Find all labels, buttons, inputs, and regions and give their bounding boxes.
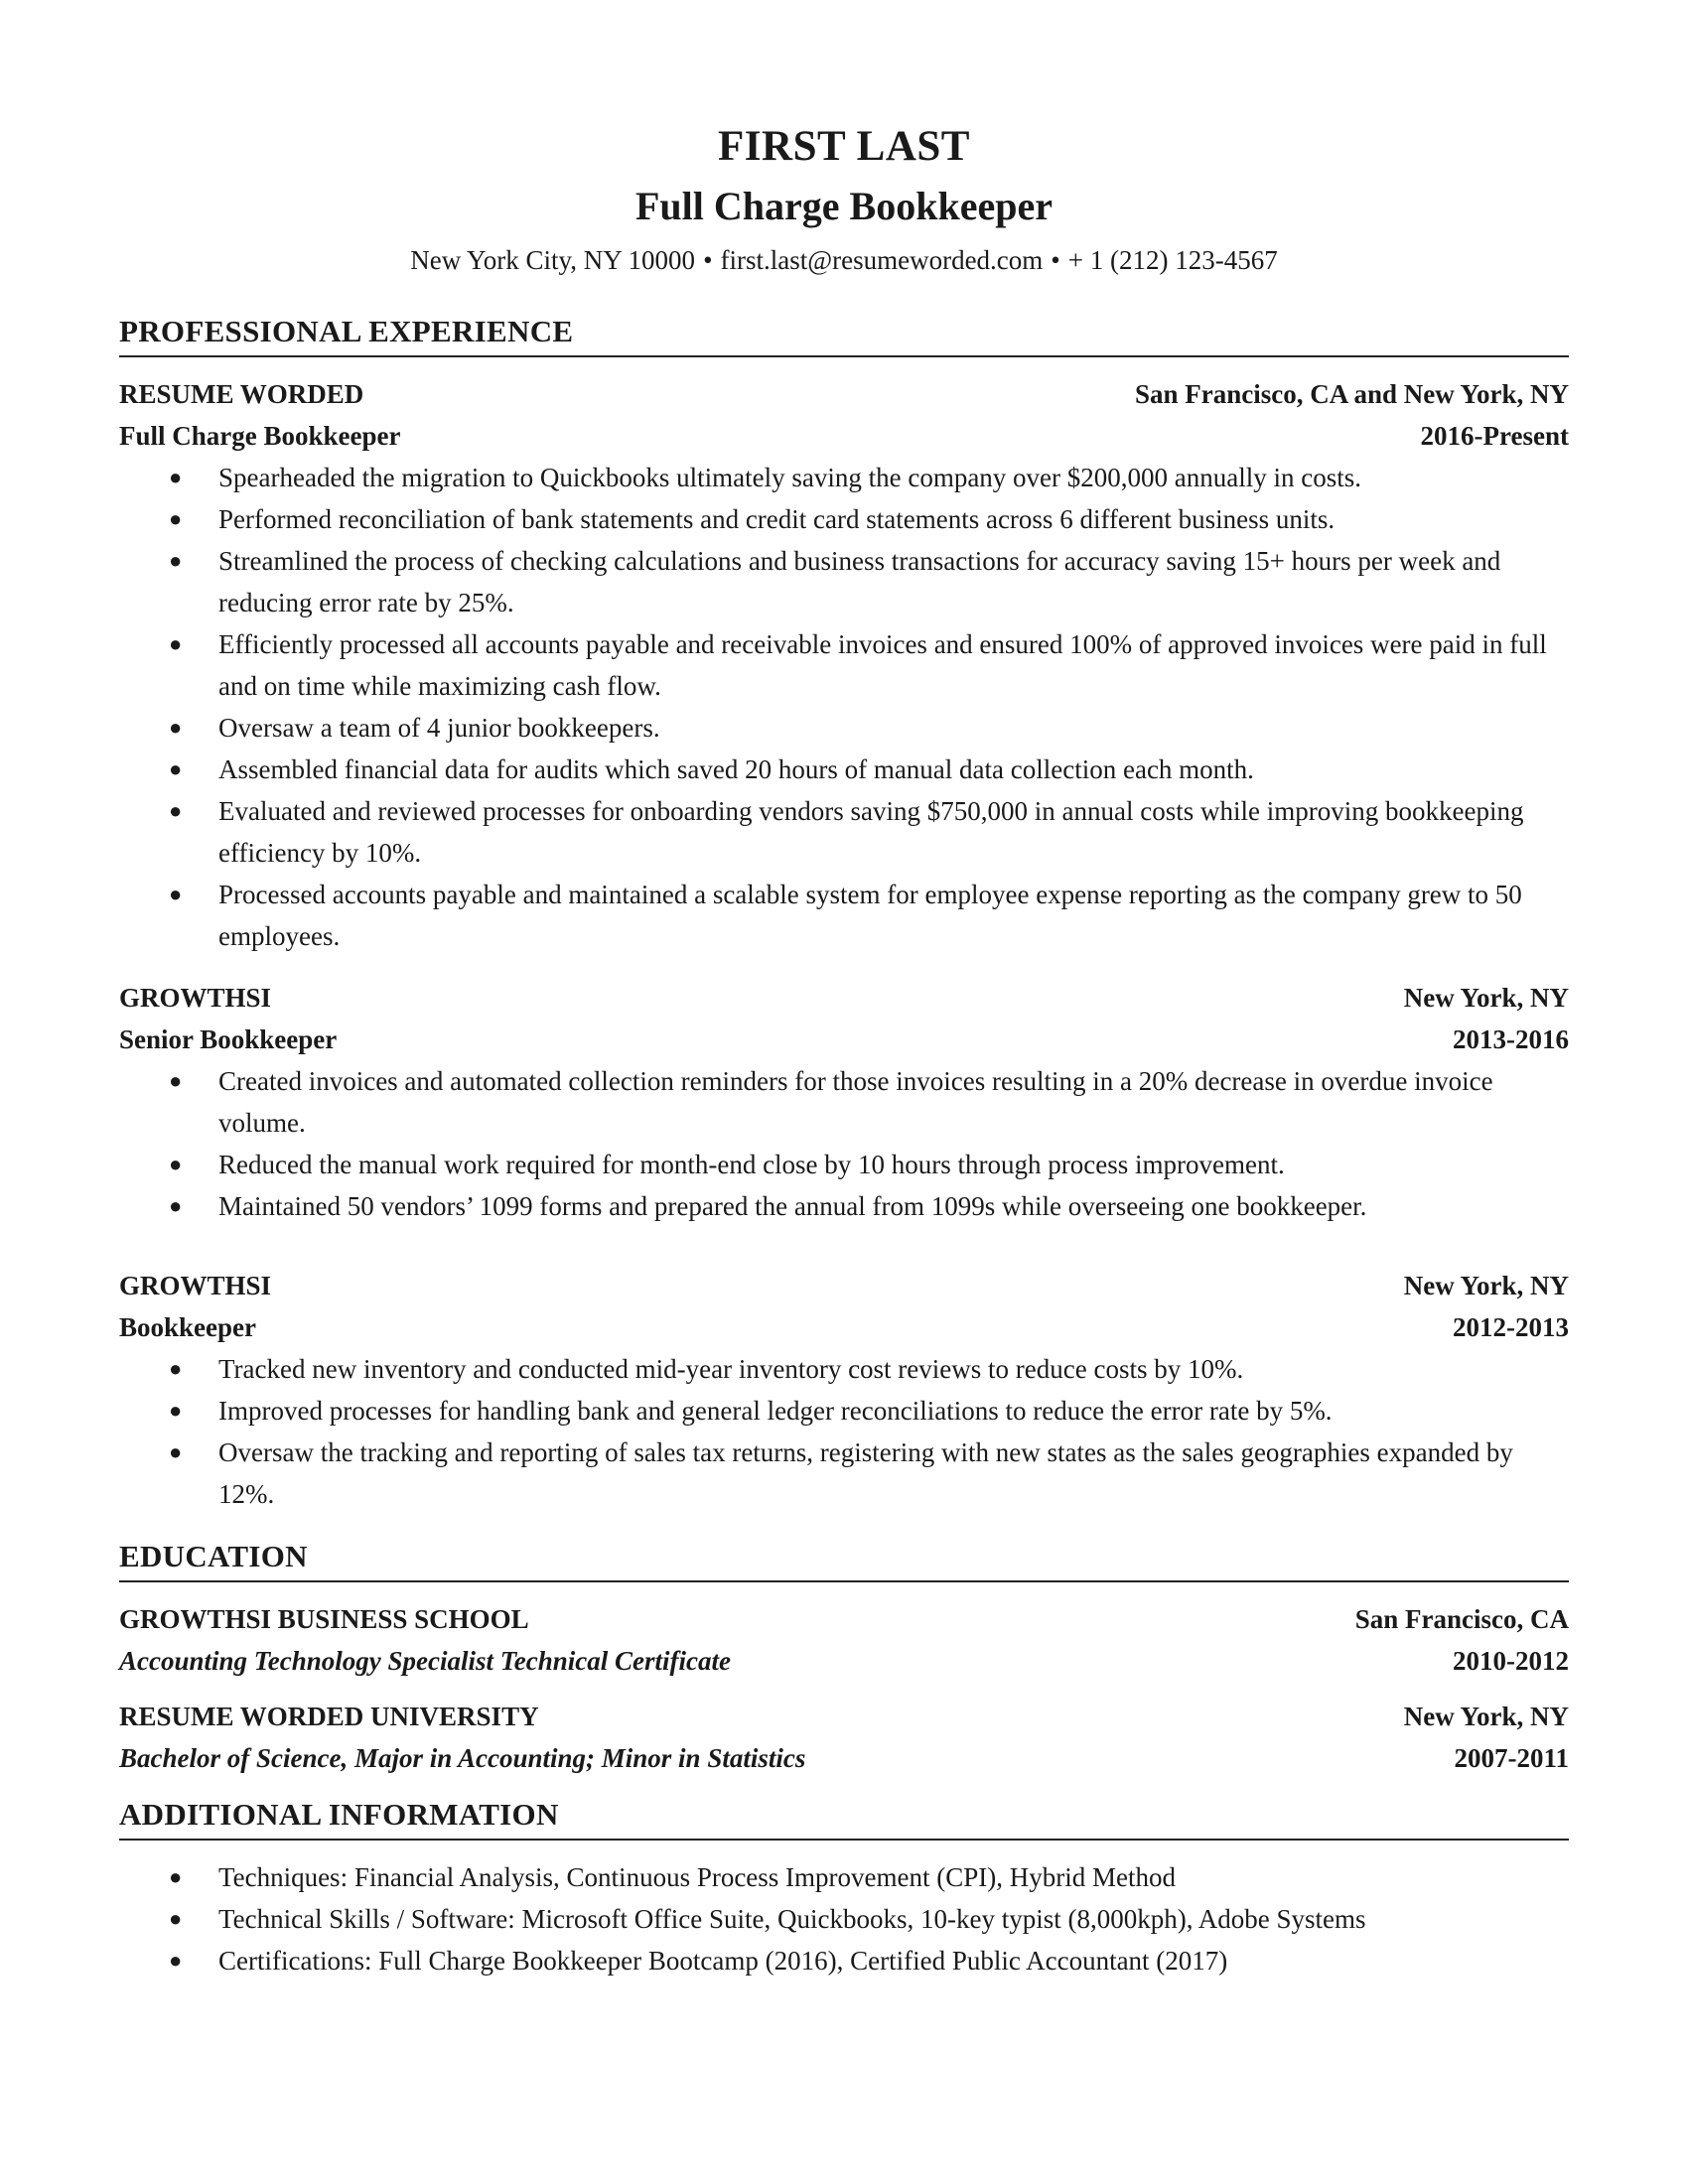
job-entry (119, 1265, 1569, 1515)
bullet-item (119, 1144, 1569, 1185)
bullet-dot-icon: ● (169, 1152, 183, 1176)
bullet-item (119, 1432, 1569, 1515)
bullet-item (119, 874, 1569, 957)
bullet-item (119, 1940, 1569, 1981)
bullet-item (119, 498, 1569, 540)
bullet-dot-icon: ● (169, 1948, 183, 1973)
degree-name: Bachelor of Science, Major in Accounting; Minor in Statistics (119, 1743, 806, 1773)
job-role: Senior Bookkeeper (119, 1024, 338, 1054)
job-location: New York, NY (1403, 1271, 1569, 1300)
bullet-dot-icon: ● (169, 715, 183, 740)
experience-list (119, 373, 1569, 1515)
bullet-item (119, 1060, 1569, 1144)
education-entry (119, 1696, 1569, 1779)
school-name: RESUME WORDED UNIVERSITY (119, 1702, 539, 1731)
education-section (119, 1535, 1569, 1779)
additional-bullet-list (119, 1856, 1569, 1981)
job-entry (119, 373, 1569, 957)
bullet-dot-icon: ● (169, 548, 183, 573)
job-dates: 2013-2016 (1453, 1024, 1569, 1054)
bullet-item (119, 623, 1569, 707)
bullet-dot-icon: ● (169, 1906, 183, 1931)
bullet-text: Techniques: Financial Analysis, Continuous Process Improvement (CPI), Hybrid Method (218, 1862, 1176, 1892)
contact-line (119, 240, 1569, 280)
education-list (119, 1598, 1569, 1779)
bullet-text: Streamlined the process of checking calculations and business transactions for accuracy saving 15+ hours per week and reducing error rate by 25%. (218, 546, 1501, 617)
bullet-text: Reduced the manual work required for month-end close by 10 hours through process improvement. (218, 1150, 1285, 1179)
bullet-item (119, 707, 1569, 749)
bullet-dot-icon: ● (169, 1068, 183, 1093)
bullet-item (119, 457, 1569, 498)
job-company-row (119, 1265, 1569, 1306)
bullet-text: Spearheaded the migration to Quickbooks ultimately saving the company over $200,000 annually in costs. (218, 463, 1362, 492)
bullet-dot-icon: ● (169, 1193, 183, 1218)
bullet-dot-icon: ● (169, 1398, 183, 1423)
candidate-name: FIRST LAST (718, 123, 970, 170)
education-heading: EDUCATION (119, 1535, 1569, 1582)
job-role: Bookkeeper (119, 1312, 256, 1342)
contact-separator: • (1051, 245, 1060, 275)
school-location: New York, NY (1403, 1702, 1569, 1731)
bullet-dot-icon: ● (169, 465, 183, 489)
contact-separator: • (703, 245, 713, 275)
bullet-item (119, 1185, 1569, 1227)
degree-name: Accounting Technology Specialist Technical Certificate (119, 1646, 731, 1676)
degree-row (119, 1640, 1569, 1682)
additional-section (119, 1793, 1569, 1981)
bullet-dot-icon: ● (169, 756, 183, 781)
job-location: New York, NY (1403, 983, 1569, 1013)
job-company-row (119, 373, 1569, 415)
bullet-dot-icon: ● (169, 882, 183, 906)
bullet-item (119, 1390, 1569, 1432)
bullet-text: Performed reconciliation of bank statements and credit card statements across 6 different business units. (218, 504, 1336, 534)
bullet-item (119, 540, 1569, 623)
job-bullet-list (119, 457, 1569, 957)
bullet-dot-icon: ● (169, 1864, 183, 1889)
resume-header (119, 117, 1569, 280)
contact-email[interactable]: first.last@resumeworded.com (720, 245, 1044, 275)
bullet-dot-icon: ● (169, 1439, 183, 1464)
bullet-text: Maintained 50 vendors’ 1099 forms and prepared the annual from 1099s while overseeing one bookkeeper. (218, 1191, 1367, 1221)
degree-dates: 2010-2012 (1453, 1646, 1569, 1676)
experience-heading: PROFESSIONAL EXPERIENCE (119, 310, 1569, 357)
job-location: San Francisco, CA and New York, NY (1134, 379, 1569, 409)
additional-heading: ADDITIONAL INFORMATION (119, 1793, 1569, 1841)
degree-row (119, 1737, 1569, 1779)
bullet-text: Assembled financial data for audits which saved 20 hours of manual data collection each month. (218, 754, 1254, 784)
bullet-text: Certifications: Full Charge Bookkeeper Bootcamp (2016), Certified Public Accountant (2017) (218, 1946, 1228, 1976)
job-bullet-list (119, 1060, 1569, 1227)
contact-location: New York City, NY 10000 (410, 245, 696, 275)
bullet-text: Evaluated and reviewed processes for onboarding vendors saving $750,000 in annual costs while improving bookkeeping efficiency by 10%. (218, 796, 1524, 868)
bullet-dot-icon: ● (169, 631, 183, 656)
bullet-dot-icon: ● (169, 1356, 183, 1381)
bullet-item (119, 1856, 1569, 1898)
bullet-item (119, 1898, 1569, 1940)
job-bullet-list (119, 1348, 1569, 1515)
bullet-dot-icon: ● (169, 798, 183, 823)
job-role-row (119, 1019, 1569, 1060)
bullet-text: Technical Skills / Software: Microsoft Office Suite, Quickbooks, 10-key typist (8,000kph), Adobe Systems (218, 1904, 1366, 1934)
job-company-row (119, 977, 1569, 1019)
job-role-row (119, 415, 1569, 457)
education-entry (119, 1598, 1569, 1682)
job-dates: 2016-Present (1420, 421, 1569, 451)
bullet-item (119, 790, 1569, 874)
school-row (119, 1696, 1569, 1737)
contact-phone[interactable]: + 1 (212) 123-4567 (1067, 245, 1278, 275)
bullet-text: Oversaw a team of 4 junior bookkeepers. (218, 713, 660, 743)
school-name: GROWTHSI BUSINESS SCHOOL (119, 1604, 529, 1634)
job-company: GROWTHSI (119, 983, 272, 1013)
job-company: RESUME WORDED (119, 379, 364, 409)
bullet-text: Tracked new inventory and conducted mid-year inventory cost reviews to reduce costs by 10%. (218, 1354, 1244, 1384)
job-entry (119, 977, 1569, 1227)
job-dates: 2012-2013 (1453, 1312, 1569, 1342)
bullet-item (119, 749, 1569, 790)
bullet-dot-icon: ● (169, 506, 183, 531)
bullet-text: Oversaw the tracking and reporting of sales tax returns, registering with new states as the sales geographies expanded by 12%. (218, 1437, 1513, 1509)
job-role: Full Charge Bookkeeper (119, 421, 401, 451)
bullet-text: Created invoices and automated collection reminders for those invoices resulting in a 20% decrease in overdue invoice volume. (218, 1066, 1493, 1138)
bullet-text: Processed accounts payable and maintained a scalable system for employee expense reporting as the company grew to 50 employees. (218, 880, 1522, 951)
job-company: GROWTHSI (119, 1271, 272, 1300)
job-role-row (119, 1306, 1569, 1348)
degree-dates: 2007-2011 (1454, 1743, 1569, 1773)
school-location: San Francisco, CA (1354, 1604, 1569, 1634)
school-row (119, 1598, 1569, 1640)
candidate-title: Full Charge Bookkeeper (635, 184, 1053, 228)
bullet-text: Efficiently processed all accounts payable and receivable invoices and ensured 100% of approved invoices were paid in full and on time while maximizing cash flow. (218, 629, 1547, 701)
bullet-item (119, 1348, 1569, 1390)
bullet-text: Improved processes for handling bank and general ledger reconciliations to reduce the error rate by 5%. (218, 1396, 1333, 1426)
experience-section (119, 310, 1569, 1515)
